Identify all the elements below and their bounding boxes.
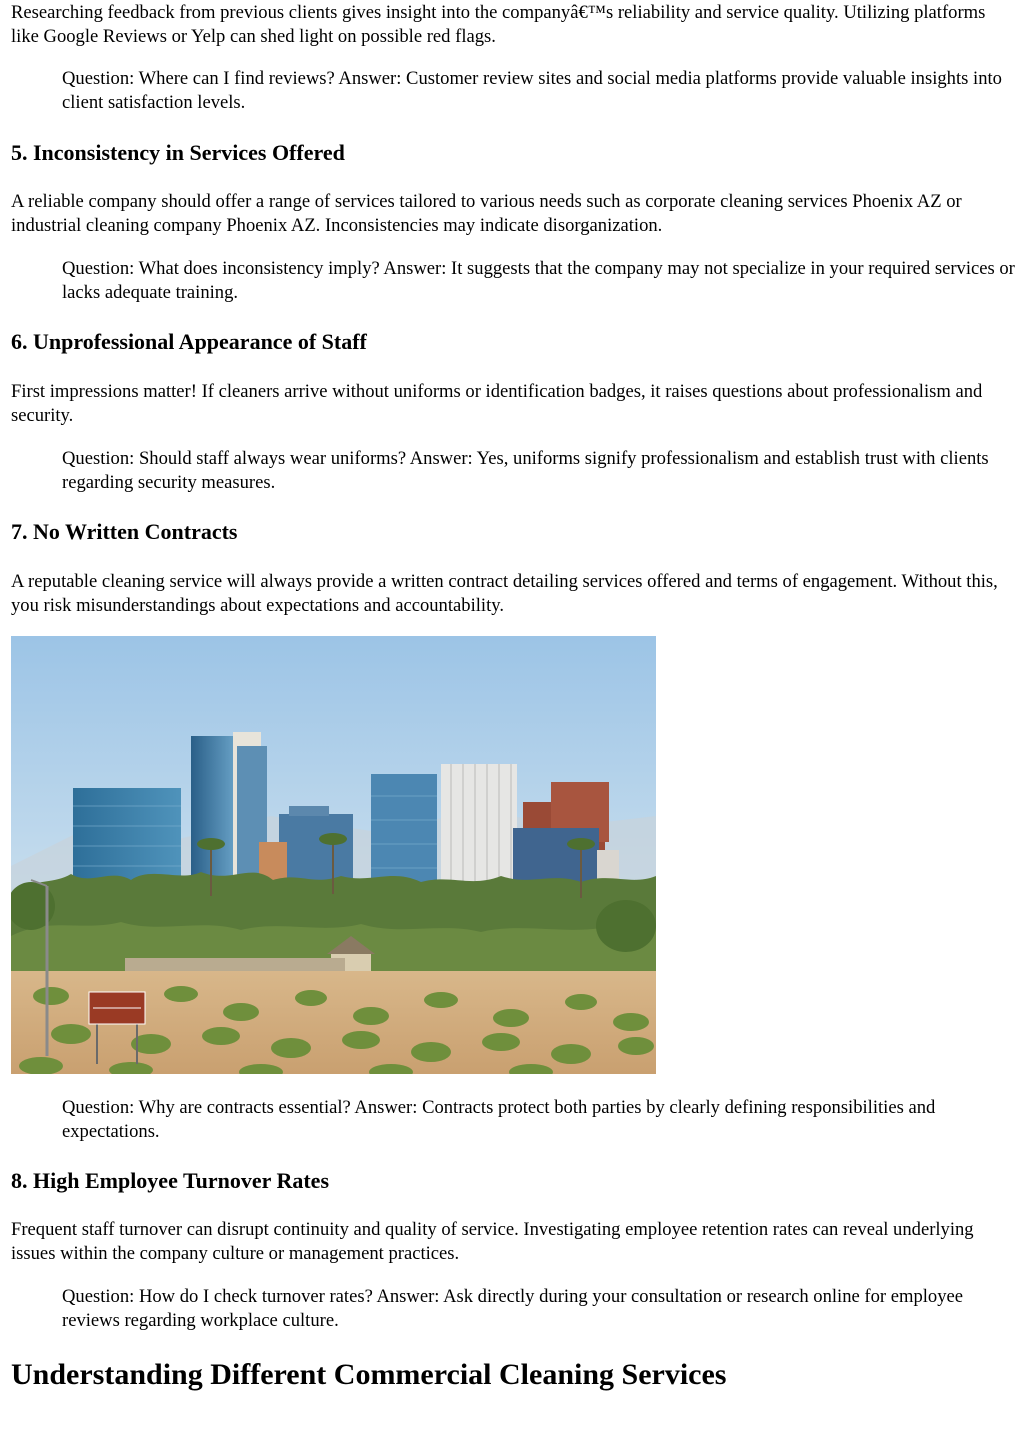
heading-inconsistency: 5. Inconsistency in Services Offered [11,140,345,165]
heading-written-contracts: 7. No Written Contracts [11,519,238,544]
paragraph-inconsistency: A reliable company should offer a range of services tailored to various needs such as corporate cleaning services Phoenix AZ or industrial cleaning company Phoenix AZ. Inconsistencies may indicate disorganization. [11,191,962,236]
paragraph-reviews-research: Researching feedback from previous clients gives insight into the companyâ€™s reliability and service quality. Utilizing platforms like Google Reviews or Yelp can shed light on possible red flags. [11,2,986,47]
city-skyline-photo [11,636,656,1074]
qa-reviews: Question: Where can I find reviews? Answer: Customer review sites and social media platforms provide valuable insights into client satisfaction levels. [62,68,1002,113]
qa-inconsistency: Question: What does inconsistency imply? Answer: It suggests that the company may not specialize in your required services or lacks adequate training. [62,258,1015,303]
paragraph-employee-turnover: Frequent staff turnover can disrupt continuity and quality of service. Investigating employee retention rates can reveal underlying issues within the company culture or management practices. [11,1219,974,1264]
paragraph-staff-appearance: First impressions matter! If cleaners arrive without uniforms or identification badges, it raises questions about professionalism and security. [11,381,983,426]
qa-contracts: Question: Why are contracts essential? Answer: Contracts protect both parties by clearly defining responsibilities and expectations. [62,1097,936,1142]
heading-staff-appearance: 6. Unprofessional Appearance of Staff [11,329,367,354]
qa-uniforms: Question: Should staff always wear uniforms? Answer: Yes, uniforms signify professionalism and establish trust with clients regarding security measures. [62,448,989,493]
qa-turnover: Question: How do I check turnover rates? Answer: Ask directly during your consultation or research online for employee reviews regarding workplace culture. [62,1286,964,1331]
heading-employee-turnover: 8. High Employee Turnover Rates [11,1168,330,1193]
paragraph-written-contracts: A reputable cleaning service will always provide a written contract detailing services offered and terms of engagement. Without this, you risk misunderstandings about expectations and accountability. [11,571,998,616]
section-heading-commercial-cleaning: Understanding Different Commercial Cleaning Services [11,1358,727,1391]
